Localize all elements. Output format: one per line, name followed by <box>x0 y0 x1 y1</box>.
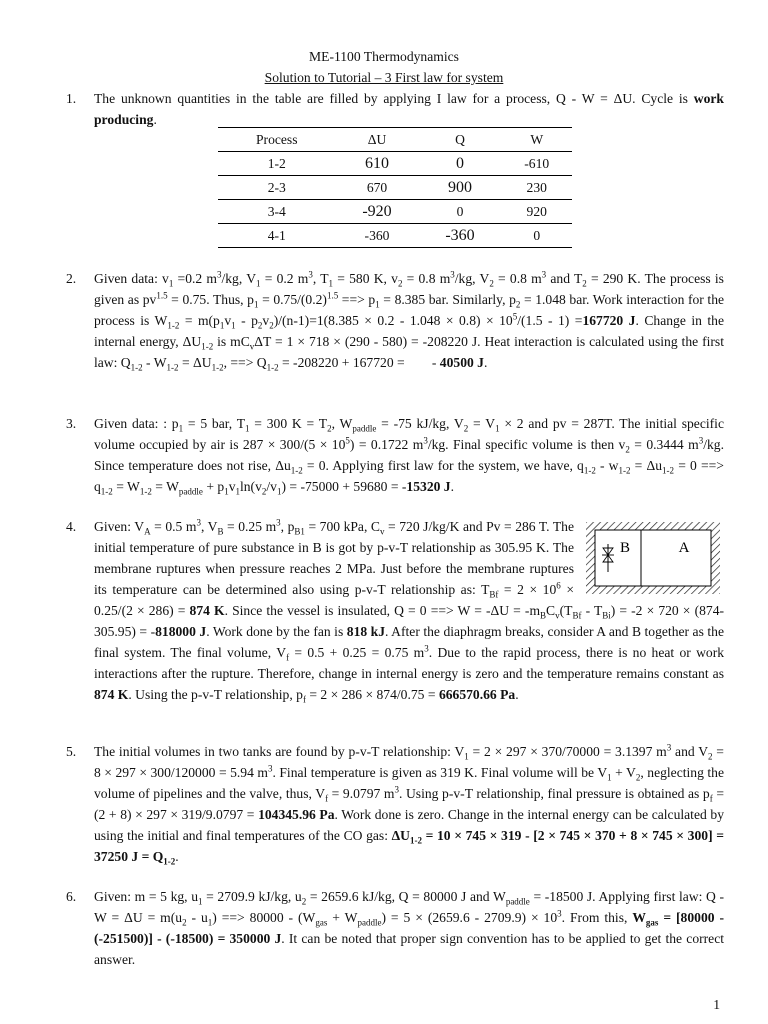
solution-item-6: 6. Given: m = 5 kg, $u_1 = 2709.9$ kJ/kg, $u_2 = 2659.6$ kJ/kg, Q = 80000 J and $W_{paddle} = -18500$ J. Applying first law: $Q - W = \Delta U = m(u_2 - u_1)$ ==> $80000 - (W_{gas} + W_{paddle}) = 5 \times (2659.6 - 2709.9) \times 10^3$. From this, $W_{gas} = [80000 - (-251500)] - (-18500) = 350000$ J. It can be noted that proper sign convention has to be applied to get the correct answer. <box>66 886 724 970</box>
column-header: ΔU <box>336 128 419 152</box>
table-row: 1-2 610 0 -610 <box>218 152 572 176</box>
solution-item-3: 3. Given data: : $p_1 = 5$ bar, $T_1 = 300$ $K = T_2$, $W_{paddle} = -75$ kJ/kg, $V_2 = V_1 \times 2$ and pv = 287T. The initial specific volume occupied by air is $287 \times 300/(5 \times 10^5) = 0.1722$ $m^3/kg$. Final specific volume is then $v_2 = 0.3444$ $m^3/kg$. Since temperature does not rise, $\Delta u_{1-2} = 0$. Applying first law for the system, we have, $q_{1-2} - w_{1-2} = \Delta u_{1-2} = 0$ ==> $q_{1-2} = W_{1-2} = W_{paddle} + p_1v_1\ln(v_2/v_1) = -75000 + 59680 = -15320$ J. <box>66 413 724 497</box>
solution-item-1: 1. The unknown quantities in the table are filled by applying I law for a process, Q - W = ΔU. Cycle is work producing. <box>66 88 724 130</box>
page-number: 1 <box>713 997 720 1012</box>
vessel-interior <box>595 530 711 586</box>
item-number: 2. <box>66 271 77 286</box>
column-header: Process <box>218 128 336 152</box>
chamber-a-label: A <box>678 540 690 556</box>
item-number: 4. <box>66 519 77 534</box>
column-header: Q <box>419 128 502 152</box>
table-header-row <box>218 128 572 152</box>
table-row: 4-1 -360 -360 0 <box>218 224 572 248</box>
table-row: 3-4 -920 0 920 <box>218 200 572 224</box>
table-row: 2-3 670 900 230 <box>218 176 572 200</box>
item-number: 6. <box>66 889 77 904</box>
item-number: 5. <box>66 744 77 759</box>
course-title: ME-1100 Thermodynamics <box>309 49 459 64</box>
item-number: 1. <box>66 91 77 106</box>
solution-item-2: 2. Given data: $v_1 =0.2$ $m^3/kg$, $V_1 = 0.2$ $m^3$, $T_1 = 580$ K, $v_2 = 0.8$ $m^3/kg$, $V_2 = 0.8$ $m^3$ and $T_2 = 290$ K. The process is given as $pv^{1.5} = 0.75$. Thus, $p_1 = 0.75/(0.2)^{1.5}$ ==> $p_1 = 8.385$ bar. Similarly, $p_2 = 1.048$ bar. Work interaction for the process is $W_{1-2} = m(p_1v_1 - p_2v_2)/(n-1)=1(8.385 \times 0.2 - 1.048 \times 0.8) \times 10^5/(1.5 - 1) =167720$ J. Change in the internal energy, $\Delta U_{1-2}$ is $mC_v\Delta T = 1 \times 718 \times (290 - 580) = -208220$ J. Heat interaction is calculated using the first law: $Q_{1-2} - W_{1-2} = \Delta U_{1-2}$, ==> $Q_{1-2} = -208220 + 167720$ = - 40500 J. <box>66 269 725 373</box>
solution-item-5: 5. The initial volumes in two tanks are found by p-v-T relationship: $V_1 = 2 \times 297 \times 370/70000 = 3.1397$ $m^3$ and $V_2 = 8 \times 297 \times 300/120000 = 5.94$ $m^3$. Final temperature is given as 319 K. Final volume will be $V_1 + V_2$, neglecting the volume of pipelines and the valve, thus, $V_f = 9.0797$ $m^3$. Using p-v-T relationship, final pressure is obtained as $p_f = (2 + 8) \times 297 \times 319/9.0797 = 104345.96$ Pa. Work done is zero. Change in the internal energy can be calculated by using the initial and final temperatures of the CO gas: $\Delta U_{1-2} = 10 \times 745 \times 319 - [2 \times 745 \times 370 + 8 \times 745 \times 300] = 37250$ $J = Q_{1-2}$. <box>66 742 724 867</box>
process-table <box>218 127 572 248</box>
vessel-diagram <box>586 522 720 594</box>
solution-item-4: 4. Given: $V_A = 0.5$ $m^3$, $V_B = 0.25$ $m^3$, $p_{B1} = 700$ kPa, $C_v = 720$ J/kg/K and Pv = 286 T. The initial temperature of pure substance in B is got by p-v-T relationship as 305.95 K. The membrane ruptures when pressure reaches 2 MPa. Just before the membrane ruptures its temperature can be determined also using p-v-T relationship as: $T_{Bf} = 2 \times 10^6 \times 0.25/(2 \times 286) = 874$ K. Since the vessel is insulated, Q = 0 ==> $W = -\Delta U = -m_BC_v(T_{Bf} - T_{Bi}) = -2 \times 720 \times (874-305.95) = -818000$ J. Work done by the fan is 818 kJ. After the diaphragm breaks, consider A and B together as the final system. The final volume, $V_f = 0.5 + 0.25 = 0.75$ $m^3$. Due to the rapid process, there is no heat or work interactions after the rupture. Therefore, change in internal energy is zero and the temperature remains constant as 874 K. Using the p-v-T relationship, $p_f = 2 \times 286 \times 874/0.75 = 666570.66$ Pa. <box>66 517 725 705</box>
chamber-b-label: B <box>619 540 631 556</box>
column-header: W <box>501 128 572 152</box>
tutorial-title: Solution to Tutorial – 3 First law for system <box>264 70 504 85</box>
item-number: 3. <box>66 416 77 431</box>
